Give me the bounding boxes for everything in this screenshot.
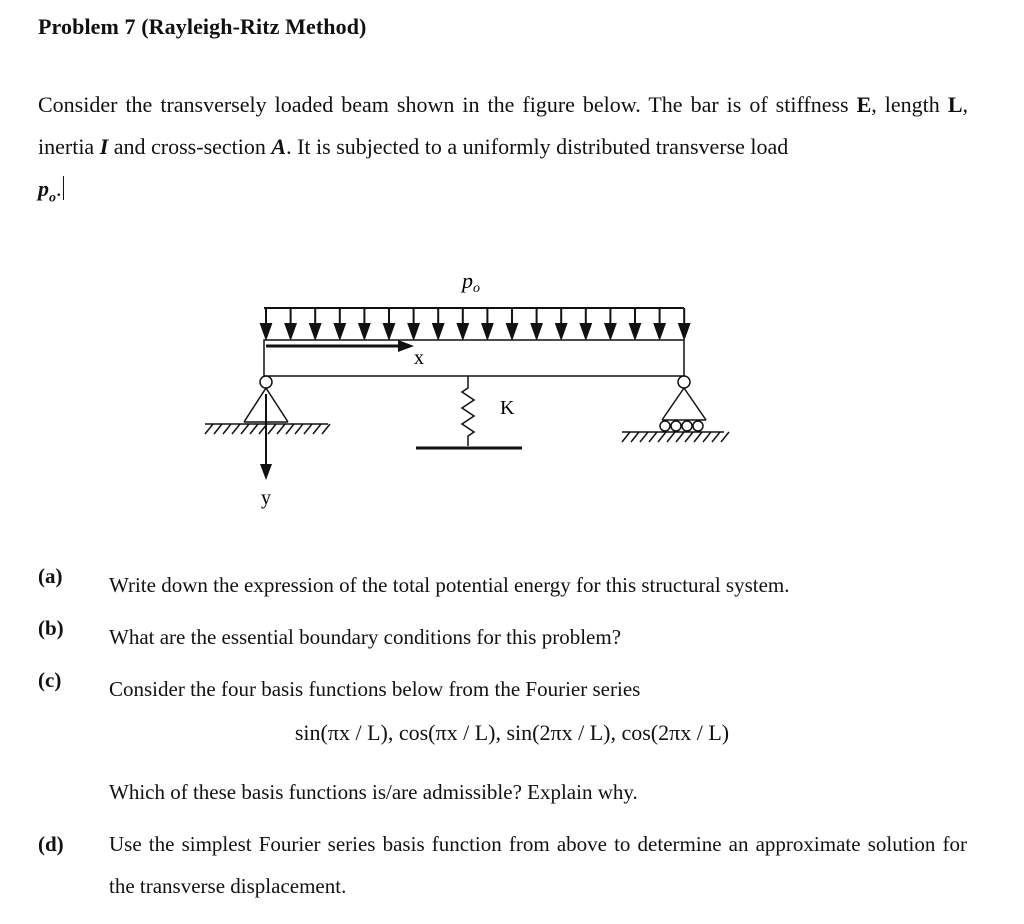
ground-hatch xyxy=(250,424,258,434)
symbol-I: I xyxy=(99,134,109,159)
ground-hatch xyxy=(658,432,666,442)
question-b-text: What are the essential boundary conditions for this problem? xyxy=(109,625,622,649)
ground-hatch xyxy=(649,432,657,442)
symbol-p0: $p_o$ xyxy=(38,176,56,206)
ground-hatch xyxy=(304,424,312,434)
load-arrows xyxy=(261,308,689,338)
problem-statement xyxy=(38,84,968,219)
question-c-followup: Which of these basis functions is/are admissible? Explain why. xyxy=(109,780,638,804)
question-a-text: Write down the expression of the total potential energy for this structural system. xyxy=(109,573,790,597)
spring-label: K xyxy=(500,397,515,419)
load-arrow xyxy=(458,308,468,338)
question-d-text: Use the simplest Fourier series basis function from above to determine an approximate solution for the transverse displacement. xyxy=(109,832,967,898)
ground-hatch xyxy=(223,424,231,434)
load-arrow xyxy=(532,308,542,338)
load-arrow xyxy=(384,308,394,338)
load-arrow xyxy=(359,308,369,338)
spring xyxy=(462,376,474,446)
intro-end: . xyxy=(56,176,62,201)
question-d-label: (d) xyxy=(38,832,64,856)
ground-hatch xyxy=(721,432,729,442)
load-arrow xyxy=(605,308,615,338)
ground-hatch xyxy=(667,432,675,442)
load-arrow xyxy=(556,308,566,338)
load-arrow xyxy=(409,308,419,338)
load-label: po xyxy=(462,268,480,296)
load-arrow xyxy=(581,308,591,338)
load-arrow xyxy=(261,308,271,338)
question-b-label: (b) xyxy=(38,616,64,640)
ground-hatch xyxy=(268,424,276,434)
ground-hatch xyxy=(322,424,330,434)
symbol-E: E xyxy=(856,92,872,117)
right-roller-support xyxy=(622,376,729,442)
load-arrow xyxy=(630,308,640,338)
text-cursor xyxy=(63,176,64,200)
ground-hatch xyxy=(286,424,294,434)
load-arrow xyxy=(482,308,492,338)
ground-hatch xyxy=(214,424,222,434)
ground-hatch xyxy=(712,432,720,442)
load-arrow xyxy=(433,308,443,338)
y-axis-label: y xyxy=(261,487,271,509)
symbol-A: A xyxy=(271,134,287,159)
left-pin-support xyxy=(205,376,330,434)
intro-text-3: , inertia xyxy=(38,92,968,159)
ground-hatch xyxy=(694,432,702,442)
ground-hatch xyxy=(295,424,303,434)
question-c-label: (c) xyxy=(38,668,62,692)
problem-title: Problem 7 (Rayleigh-Ritz Method) xyxy=(38,14,367,39)
ground-hatch xyxy=(685,432,693,442)
beam-figure xyxy=(0,260,1024,520)
load-arrow xyxy=(286,308,296,338)
ground-hatch xyxy=(277,424,285,434)
intro-text-2: , length xyxy=(871,92,948,117)
load-arrow xyxy=(507,308,517,338)
ground-hatch xyxy=(232,424,240,434)
load-arrow xyxy=(679,308,689,338)
question-c-text: Consider the four basis functions below from the Fourier series xyxy=(109,677,641,701)
ground-hatch xyxy=(313,424,321,434)
intro-text-5: . It is subjected to a uniformly distributed transverse load xyxy=(286,134,789,159)
ground-hatch xyxy=(703,432,711,442)
intro-text-1: Consider the transversely loaded beam shown in the figure below. The bar is of stiffness xyxy=(38,92,857,117)
intro-text-4: and cross-section xyxy=(108,134,272,159)
load-arrow xyxy=(655,308,665,338)
basis-functions-formula: sin(πx / L), cos(πx / L), sin(2πx / L), cos(2πx / L) xyxy=(294,720,730,745)
ground-hatch xyxy=(205,424,213,434)
ground-hatch xyxy=(640,432,648,442)
ground-hatch xyxy=(676,432,684,442)
load-arrow xyxy=(335,308,345,338)
load-arrow xyxy=(310,308,320,338)
ground-hatch xyxy=(622,432,630,442)
symbol-L: L xyxy=(947,92,963,117)
ground-hatch xyxy=(241,424,249,434)
x-axis-label: x xyxy=(414,347,424,369)
question-a-label: (a) xyxy=(38,564,63,588)
ground-hatch xyxy=(631,432,639,442)
